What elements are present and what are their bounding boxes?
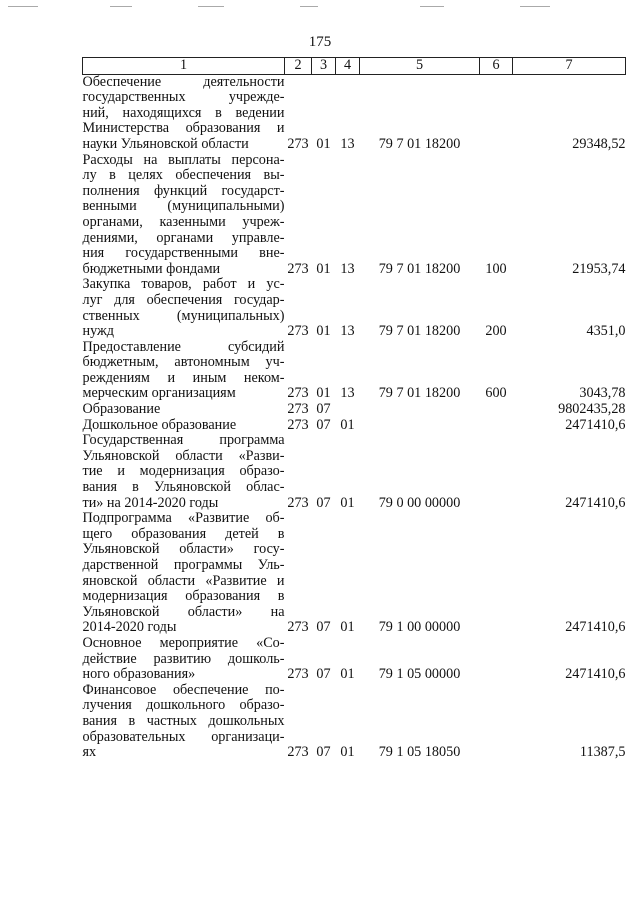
subsection-code-cell: 01 (340, 416, 355, 433)
column-header-6: 6 (480, 58, 513, 75)
amount-cell: 29348,52 (572, 135, 626, 152)
row-name-cell (83, 433, 285, 511)
row-name-line: органами, казенными учреж- (82, 213, 285, 230)
row-name-line: Закупка товаров, работ и ус- (82, 276, 285, 293)
row-name-line: модернизация образования в (82, 588, 285, 605)
ministry-code-cell: 273 (287, 744, 309, 761)
scan-artifact (300, 6, 318, 7)
amount-cell: 9802435,28 (558, 401, 626, 418)
row-name-line: Ульяновской области «Разви- (82, 447, 285, 464)
subsection-code-cell: 01 (340, 494, 355, 511)
row-name-cell (83, 153, 285, 278)
subsection-code-cell: 13 (340, 385, 355, 402)
row-name-line: Подпрограмма «Развитие об- (82, 510, 285, 527)
expense-type-cell (480, 683, 513, 761)
target-article-cell: 79 1 00 00000 (378, 619, 461, 636)
table-body (83, 74, 626, 761)
row-name-line: Государственная программа (82, 432, 285, 449)
section-code-cell: 01 (316, 260, 331, 277)
expense-type-cell: 100 (485, 260, 507, 277)
column-header-7: 7 (513, 58, 626, 75)
ministry-code-cell: 273 (287, 385, 309, 402)
amount-cell: 2471410,6 (565, 416, 626, 433)
row-name-cell (83, 511, 285, 636)
row-name-line: ях (82, 744, 97, 761)
row-name-line: действие развитию дошколь- (82, 650, 285, 667)
row-name-line: мерческим организациям (82, 385, 236, 402)
expense-type-cell (480, 511, 513, 636)
expense-type-cell: 200 (485, 323, 507, 340)
row-name-line: бюджетными фондами (82, 260, 221, 277)
table-row (83, 418, 626, 434)
row-name-cell (83, 340, 285, 402)
expense-type-cell (480, 402, 513, 418)
expense-type-cell (480, 433, 513, 511)
scan-artifact (420, 6, 444, 7)
row-name-line: полнения функций государст- (82, 182, 285, 199)
row-name-line: государственных учрежде- (82, 89, 285, 106)
target-article-cell: 79 7 01 18200 (378, 323, 461, 340)
ministry-code-cell: 273 (287, 323, 309, 340)
table-header-row (83, 58, 626, 75)
row-name-line: нужд (82, 323, 115, 340)
amount-cell: 4351,0 (586, 323, 626, 340)
row-name-cell (83, 418, 285, 434)
ministry-code-cell: 273 (287, 666, 309, 683)
table-row (83, 153, 626, 278)
row-name-line: лу в целях обеспечения вы- (82, 167, 285, 184)
table-row (83, 636, 626, 683)
row-name-line: реждениям и иным неком- (82, 369, 285, 386)
target-article-cell: 79 7 01 18200 (378, 385, 461, 402)
ministry-code-cell: 273 (287, 619, 309, 636)
row-name-line: Образование (82, 401, 161, 418)
page-number: 175 (308, 34, 332, 50)
row-name-line: науки Ульяновской области (82, 135, 249, 152)
subsection-code-cell (336, 402, 360, 418)
amount-cell: 21953,74 (572, 260, 626, 277)
row-name-line: ти» на 2014-2020 годы (82, 494, 219, 511)
column-header-4: 4 (336, 58, 360, 75)
ministry-code-cell: 273 (287, 260, 309, 277)
row-name-line: Финансовое обеспечение по- (82, 681, 285, 698)
subsection-code-cell: 13 (340, 135, 355, 152)
scan-artifact (8, 6, 38, 7)
scan-artifact (520, 6, 550, 7)
expense-type-cell (480, 418, 513, 434)
scan-artifact (198, 6, 224, 7)
subsection-code-cell: 13 (340, 260, 355, 277)
ministry-code-cell: 273 (287, 494, 309, 511)
table-row (83, 683, 626, 761)
row-name-line: Расходы на выплаты персона- (82, 151, 285, 168)
row-name-cell (83, 683, 285, 761)
ministry-code-cell: 273 (287, 401, 309, 418)
section-code-cell: 07 (316, 401, 331, 418)
table-row (83, 511, 626, 636)
amount-cell: 3043,78 (579, 385, 626, 402)
subsection-code-cell: 01 (340, 619, 355, 636)
table-row (83, 433, 626, 511)
row-name-line: ственных (муниципальных) (82, 307, 285, 324)
target-article-cell: 79 1 05 00000 (378, 666, 461, 683)
row-name-line: яновской области «Развитие и (82, 572, 285, 589)
row-name-line: ния государственными вне- (82, 245, 285, 262)
row-name-cell (83, 402, 285, 418)
column-header-3: 3 (312, 58, 336, 75)
column-header-5: 5 (360, 58, 480, 75)
row-name-line: венными (муниципальными) (82, 198, 285, 215)
expense-type-cell: 600 (485, 385, 507, 402)
table-row (83, 340, 626, 402)
section-code-cell: 07 (316, 619, 331, 636)
target-article-cell (360, 418, 480, 434)
row-name-cell (83, 74, 285, 152)
target-article-cell: 79 7 01 18200 (378, 135, 461, 152)
section-code-cell: 01 (316, 385, 331, 402)
section-code-cell: 07 (316, 744, 331, 761)
row-name-line: вания в Ульяновской облас- (82, 479, 285, 496)
column-header-2: 2 (285, 58, 312, 75)
ministry-code-cell: 273 (287, 135, 309, 152)
row-name-line: дарственной программы Уль- (82, 557, 285, 573)
row-name-line: 2014-2020 годы (82, 619, 177, 636)
subsection-code-cell: 01 (340, 666, 355, 683)
budget-table (82, 57, 626, 761)
row-name-line: образовательных организаци- (82, 728, 285, 745)
section-code-cell: 07 (316, 494, 331, 511)
row-name-line: Министерства образования и (82, 120, 285, 137)
row-name-line: вания в частных дошкольных (82, 712, 285, 729)
target-article-cell: 79 0 00 00000 (378, 494, 461, 511)
row-name-line: Ульяновской области» госу- (82, 541, 285, 558)
section-code-cell: 07 (316, 666, 331, 683)
table-row (83, 402, 626, 418)
row-name-line: Основное мероприятие «Со- (82, 634, 285, 651)
row-name-line: щего образования детей в (82, 525, 285, 542)
row-name-line: Обеспечение деятельности (82, 73, 285, 90)
table-row (83, 74, 626, 152)
ministry-code-cell: 273 (287, 416, 309, 433)
amount-cell: 11387,5 (579, 744, 626, 761)
table-row (83, 277, 626, 339)
amount-cell: 2471410,6 (565, 619, 626, 636)
expense-type-cell (480, 74, 513, 152)
section-code-cell: 01 (316, 323, 331, 340)
row-name-line: тие и модернизация образо- (82, 463, 285, 480)
subsection-code-cell: 13 (340, 323, 355, 340)
row-name-line: бюджетным, автономным уч- (82, 354, 285, 371)
column-header-1: 1 (83, 58, 285, 75)
amount-cell: 2471410,6 (565, 494, 626, 511)
row-name-cell (83, 277, 285, 339)
section-code-cell: 01 (316, 135, 331, 152)
row-name-line: Дошкольное образование (82, 416, 237, 433)
row-name-line: ного образования» (82, 666, 196, 683)
expense-type-cell (480, 636, 513, 683)
row-name-line: дениями, органами управле- (82, 229, 285, 246)
row-name-line: лучения дошкольного образо- (82, 697, 285, 714)
section-code-cell: 07 (316, 416, 331, 433)
subsection-code-cell: 01 (340, 744, 355, 761)
row-name-line: Ульяновской области» на (82, 603, 285, 620)
target-article-cell: 79 7 01 18200 (378, 260, 461, 277)
row-name-line: Предоставление субсидий (82, 338, 285, 355)
amount-cell: 2471410,6 (565, 666, 626, 683)
row-name-cell (83, 636, 285, 683)
row-name-line: ний, находящихся в ведении (82, 104, 285, 121)
row-name-line: луг для обеспечения государ- (82, 291, 285, 308)
target-article-cell: 79 1 05 18050 (378, 744, 461, 761)
scan-artifact (110, 6, 132, 7)
target-article-cell (360, 402, 480, 418)
